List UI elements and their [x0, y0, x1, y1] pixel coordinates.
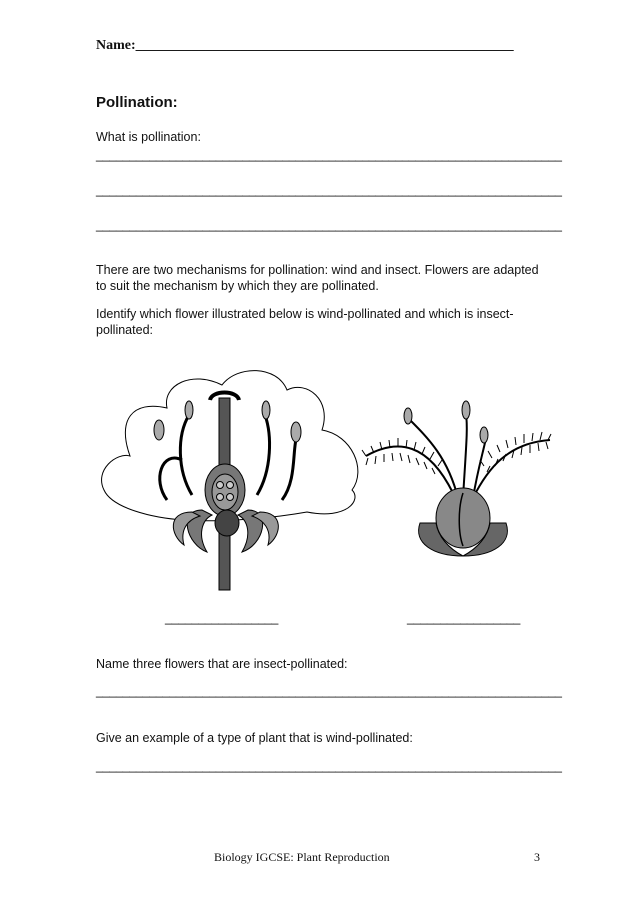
- name-line[interactable]: Name:______________________________________________________: [96, 38, 514, 53]
- footer-title: Biology IGCSE: Plant Reproduction: [214, 850, 390, 864]
- section-title: Pollination:: [96, 94, 178, 111]
- question-wind-plant-label: Give an example of a type of plant that is wind-pollinated:: [96, 731, 413, 745]
- page-number: 3: [534, 850, 540, 864]
- intro-paragraph: There are two mechanisms for pollination: wind and insect. Flowers are adapted to suit the mechanism by which they are pollinated.: [96, 263, 539, 293]
- label-blank-right[interactable]: _________________: [407, 611, 521, 625]
- insect-pollinated-flower-illustration: [92, 360, 367, 595]
- wind-pollinated-flower-illustration: [358, 398, 558, 563]
- answer-line-insect-flowers[interactable]: ______________________________________________________________________: [96, 684, 562, 698]
- question-insect-flowers-label: Name three flowers that are insect-pollinated:: [96, 657, 348, 671]
- label-blank-left[interactable]: _________________: [165, 611, 279, 625]
- answer-line-1[interactable]: ______________________________________________________________________: [96, 148, 562, 162]
- answer-line-3[interactable]: ______________________________________________________________________: [96, 218, 562, 232]
- question-pollination-label: What is pollination:: [96, 130, 201, 144]
- answer-line-wind-plant[interactable]: ______________________________________________________________________: [96, 759, 562, 773]
- identify-instruction: Identify which flower illustrated below is wind-pollinated and which is insect-pollinated:: [96, 307, 514, 337]
- answer-line-2[interactable]: ______________________________________________________________________: [96, 183, 562, 197]
